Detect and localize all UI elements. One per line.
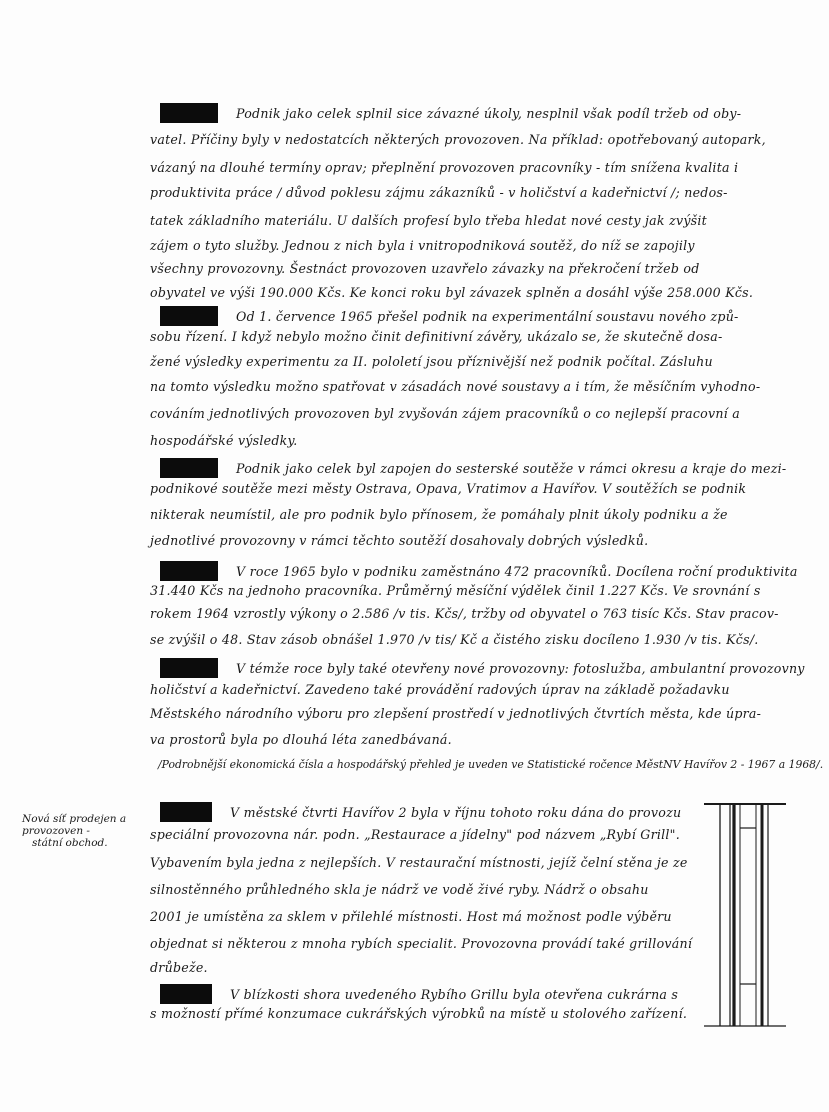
text-line: se zvýšil o 48. Stav zásob obnášel 1.970 /v tis/ Kč a čistého zisku docíleno 1.930 /v tis. Kčs/.: [150, 632, 759, 647]
text-line: drůbeže.: [150, 960, 208, 975]
redaction-bar: [160, 802, 212, 822]
margin-note-line: provozoven -: [22, 825, 90, 837]
text-line: Městského národního výboru pro zlepšení prostředí v jednotlivých čtvrtích města, kde úpra-: [150, 706, 762, 721]
text-line: sobu řízení. I když nebylo možno činit definitivní závěry, ukázalo se, že skutečně dosa-: [150, 329, 723, 344]
text-line: V blízkosti shora uvedeného Rybího Grillu byla otevřena cukrárna s: [150, 984, 678, 1004]
margin-note-line: Nová síť prodejen a: [22, 813, 127, 825]
text-line: Podnik jako celek splnil sice závazné úkoly, nesplnil však podíl tržeb od oby-: [150, 103, 741, 123]
redaction-bar: [160, 658, 218, 678]
redaction-bar: [160, 984, 212, 1004]
text-line: nikterak neumístil, ale pro podnik bylo přínosem, že pomáhaly plnit úkoly podniku a že: [150, 507, 728, 522]
text-line: V roce 1965 bylo v podniku zaměstnáno 472 pracovníků. Docílena roční produktivita: [150, 561, 798, 581]
text-line: Od 1. července 1965 přešel podnik na experimentální soustavu nového způ-: [150, 306, 739, 326]
text-line: všechny provozovny. Šestnáct provozoven uzavřelo závazky na překročení tržeb od: [150, 261, 700, 276]
redaction-bar: [160, 306, 218, 326]
text-line: Vybavením byla jedna z nejlepších. V restaurační místnosti, jejíž čelní stěna je ze: [150, 855, 688, 870]
text-line: V témže roce byly také otevřeny nové provozovny: fotoslužba, ambulantní provozovny: [150, 658, 805, 678]
text-line: vatel. Příčiny byly v nedostatcích některých provozoven. Na příklad: opotřebovaný autopark,: [150, 132, 766, 147]
text-line: vázaný na dlouhé termíny oprav; přeplnění provozoven pracovníky - tím snížena kvalita i: [150, 160, 739, 175]
text-line: cováním jednotlivých provozoven byl zvyšován zájem pracovníků o co nejlepší pracovní a: [150, 406, 740, 421]
text-line: podnikové soutěže mezi městy Ostrava, Opava, Vratimov a Havířov. V soutěžích se podnik: [150, 481, 747, 496]
text-line: objednat si některou z mnoha rybích specialit. Provozovna provádí také grillování: [150, 936, 693, 951]
margin-note-line: státní obchod.: [32, 837, 108, 849]
text-line: produktivita práce / důvod poklesu zájmu zákazníků - v holičství a kadeřnictví /; nedos-: [150, 185, 728, 200]
redaction-bar: [160, 103, 218, 123]
text-line: va prostorů byla po dlouhá léta zanedbávaná.: [150, 732, 452, 747]
text-line: V městské čtvrti Havířov 2 byla v říjnu tohoto roku dána do provozu: [150, 802, 681, 822]
text-line: holičství a kadeřnictví. Zavedeno také provádění radových úprav na základě požadavku: [150, 682, 730, 697]
text-line: obyvatel ve výši 190.000 Kčs. Ke konci roku byl závazek splněn a dosáhl výše 258.000 Kčs.: [150, 285, 754, 300]
text-line: Podnik jako celek byl zapojen do sesterské soutěže v rámci okresu a kraje do mezi-: [150, 458, 786, 478]
text-line: žené výsledky experimentu za II. pololetí jsou příznivější než podnik počítal. Zásluhu: [150, 354, 713, 369]
text-line: jednotlivé provozovny v rámci těchto soutěží dosahovaly dobrých výsledků.: [150, 533, 649, 548]
redaction-bar: [160, 458, 218, 478]
text-line: s možností přímé konzumace cukrářských výrobků na místě u stolového zařízení.: [150, 1006, 688, 1021]
text-line: na tomto výsledku možno spatřovat v zásadách nové soustavy a i tím, že měsíčním vyhodno-: [150, 379, 761, 394]
text-line: rokem 1964 vzrostly výkony o 2.586 /v tis. Kčs/, tržby od obyvatel o 763 tisíc Kčs. Stav pracov-: [150, 606, 779, 621]
text-line: hospodářské výsledky.: [150, 433, 298, 448]
text-line: 2001 je umístěna za sklem v přilehlé místnosti. Host má možnost podle výběru: [150, 909, 672, 924]
text-line: silnostěnného průhledného skla je nádrž ve vodě živé ryby. Nádrž o obsahu: [150, 882, 649, 897]
redaction-bar: [160, 561, 218, 581]
text-line: /Podrobnější ekonomická čísla a hospodářský přehled je uveden ve Statistické ročence MěstNV Havířov 2 - 1967 a 1968/.: [158, 758, 824, 771]
text-line: speciální provozovna nár. podn. „Restaurace a jídelny" pod názvem „Rybí Grill".: [150, 827, 680, 842]
text-line: 31.440 Kčs na jednoho pracovníka. Průměrný měsíční výdělek činil 1.227 Kčs. Ve srovnání s: [150, 583, 761, 598]
text-line: zájem o tyto služby. Jednou z nich byla i vnitropodniková soutěž, do níž se zapojily: [150, 238, 695, 253]
margin-bracket-mark: [700, 798, 790, 1030]
text-line: tatek základního materiálu. U dalších profesí bylo třeba hledat nové cesty jak zvýšit: [150, 213, 707, 228]
